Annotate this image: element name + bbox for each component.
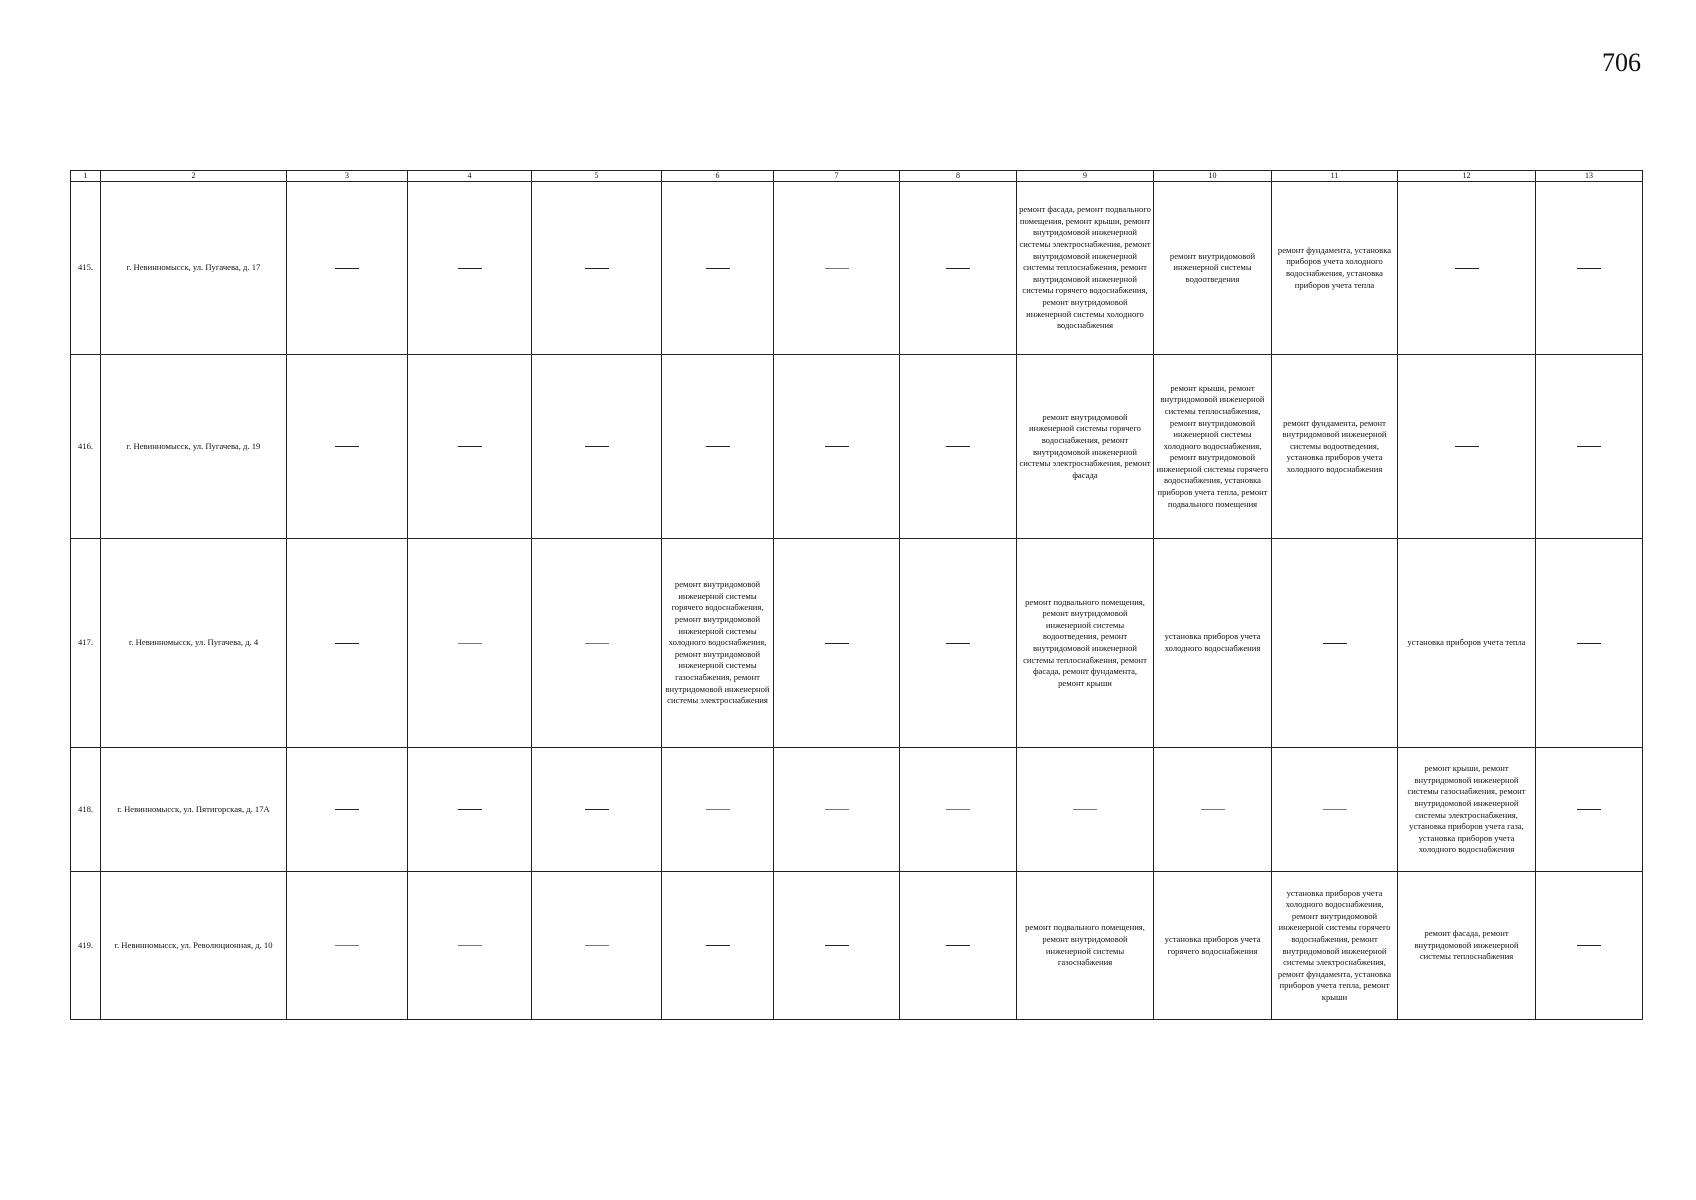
empty-dash xyxy=(458,446,482,447)
empty-dash xyxy=(1577,945,1601,946)
table-row xyxy=(71,355,1643,539)
empty-dash xyxy=(1201,809,1225,810)
cell-col-7 xyxy=(774,182,900,355)
cell-col-5 xyxy=(532,748,662,872)
cell-col-8 xyxy=(900,182,1017,355)
cell-col-4 xyxy=(408,182,532,355)
empty-dash xyxy=(706,809,730,810)
cell-col-4 xyxy=(408,872,532,1020)
empty-dash xyxy=(1577,643,1601,644)
empty-dash xyxy=(946,268,970,269)
row-number: 415. xyxy=(71,182,101,355)
column-header-12: 12 xyxy=(1398,171,1536,182)
work-list: ремонт внутридомовой инженерной системы горячего водоснабжения, ремонт внутридомовой инженерной системы электроснабжения, ремонт фасада xyxy=(1019,411,1151,480)
cell-col-9 xyxy=(1017,355,1154,539)
cell-col-12 xyxy=(1398,539,1536,748)
repair-schedule-table xyxy=(70,170,1643,1020)
empty-dash xyxy=(335,809,359,810)
table-row xyxy=(71,539,1643,748)
work-list: ремонт внутридомовой инженерной системы горячего водоснабжения, ремонт внутридомовой инженерной системы холодного водоснабжения, ремонт внутридомовой инженерной системы газоснабжения, ремонт внутридомовой инженерной системы электроснабжения xyxy=(665,579,770,706)
row-address: г. Невинномысск, ул. Пугачева, д. 17 xyxy=(101,182,287,355)
cell-col-6 xyxy=(662,748,774,872)
empty-dash xyxy=(585,446,609,447)
empty-dash xyxy=(1323,809,1347,810)
cell-col-7 xyxy=(774,748,900,872)
column-header-2: 2 xyxy=(101,171,287,182)
empty-dash xyxy=(706,268,730,269)
column-header-9: 9 xyxy=(1017,171,1154,182)
column-header-5: 5 xyxy=(532,171,662,182)
cell-col-12 xyxy=(1398,872,1536,1020)
empty-dash xyxy=(825,809,849,810)
empty-dash xyxy=(946,446,970,447)
empty-dash xyxy=(458,809,482,810)
row-number: 419. xyxy=(71,872,101,1020)
empty-dash xyxy=(946,643,970,644)
empty-dash xyxy=(1455,268,1479,269)
empty-dash xyxy=(825,945,849,946)
cell-col-13 xyxy=(1536,182,1643,355)
cell-col-12 xyxy=(1398,182,1536,355)
cell-col-10 xyxy=(1154,872,1272,1020)
work-list: установка приборов учета горячего водоснабжения xyxy=(1164,933,1261,956)
empty-dash xyxy=(458,643,482,644)
cell-col-3 xyxy=(287,748,408,872)
cell-col-7 xyxy=(774,872,900,1020)
cell-col-4 xyxy=(408,748,532,872)
empty-dash xyxy=(1577,809,1601,810)
column-header-6: 6 xyxy=(662,171,774,182)
table-row xyxy=(71,182,1643,355)
cell-col-5 xyxy=(532,872,662,1020)
empty-dash xyxy=(1455,446,1479,447)
empty-dash xyxy=(335,643,359,644)
column-header-8: 8 xyxy=(900,171,1017,182)
cell-col-3 xyxy=(287,872,408,1020)
work-list: ремонт фасада, ремонт внутридомовой инженерной системы теплоснабжения xyxy=(1414,928,1519,962)
work-list: установка приборов учета холодного водоснабжения, ремонт внутридомовой инженерной системы горячего водоснабжения, ремонт внутридомовой инженерной системы электроснабжения, ремонт фундамента, установка приборов учета тепла, ремонт крыши xyxy=(1277,887,1392,1002)
empty-dash xyxy=(458,945,482,946)
cell-col-10 xyxy=(1154,182,1272,355)
cell-col-4 xyxy=(408,539,532,748)
column-header-13: 13 xyxy=(1536,171,1643,182)
cell-col-9 xyxy=(1017,539,1154,748)
cell-col-11 xyxy=(1272,182,1398,355)
work-list: установка приборов учета холодного водоснабжения xyxy=(1164,631,1261,653)
cell-col-8 xyxy=(900,748,1017,872)
empty-dash xyxy=(585,268,609,269)
empty-dash xyxy=(946,945,970,946)
cell-col-11 xyxy=(1272,355,1398,539)
table-row xyxy=(71,872,1643,1020)
cell-col-3 xyxy=(287,182,408,355)
cell-col-6 xyxy=(662,539,774,748)
empty-dash xyxy=(585,809,609,810)
cell-col-13 xyxy=(1536,872,1643,1020)
row-address: г. Невинномысск, ул. Пугачева, д. 4 xyxy=(101,539,287,748)
cell-col-13 xyxy=(1536,539,1643,748)
column-header-7: 7 xyxy=(774,171,900,182)
work-list: ремонт подвального помещения, ремонт внутридомовой инженерной системы газоснабжения xyxy=(1025,922,1145,968)
column-header-1: 1 xyxy=(71,171,101,182)
table-row xyxy=(71,748,1643,872)
cell-col-5 xyxy=(532,182,662,355)
cell-col-5 xyxy=(532,355,662,539)
cell-col-4 xyxy=(408,355,532,539)
row-number: 416. xyxy=(71,355,101,539)
empty-dash xyxy=(825,268,849,269)
empty-dash xyxy=(585,945,609,946)
work-list: ремонт крыши, ремонт внутридомовой инженерной системы теплоснабжения, ремонт внутридомовой инженерной системы холодного водоснабжения, ремонт внутридомовой инженерной системы горячего водоснабжения, установка приборов учета тепла, ремонт подвального помещения xyxy=(1156,382,1269,509)
work-list: ремонт внутридомовой инженерной системы водоотведения xyxy=(1169,250,1256,284)
cell-col-8 xyxy=(900,539,1017,748)
cell-col-13 xyxy=(1536,748,1643,872)
cell-col-13 xyxy=(1536,355,1643,539)
column-header-4: 4 xyxy=(408,171,532,182)
cell-col-7 xyxy=(774,355,900,539)
row-address: г. Невинномысск, ул. Пятигорская, д. 17А xyxy=(101,748,287,872)
row-number: 417. xyxy=(71,539,101,748)
cell-col-10 xyxy=(1154,539,1272,748)
cell-col-6 xyxy=(662,355,774,539)
cell-col-6 xyxy=(662,182,774,355)
row-number: 418. xyxy=(71,748,101,872)
column-header-11: 11 xyxy=(1272,171,1398,182)
cell-col-12 xyxy=(1398,355,1536,539)
work-list: ремонт крыши, ремонт внутридомовой инженерной системы газоснабжения, ремонт внутридомовой инженерной системы электроснабжения, установка приборов учета газа, установка приборов учета холодного водоснабжения xyxy=(1407,763,1526,855)
column-header-3: 3 xyxy=(287,171,408,182)
work-list: ремонт фундамента, установка приборов учета холодного водоснабжения, установка приборов учета тепла xyxy=(1277,244,1392,290)
cell-col-6 xyxy=(662,872,774,1020)
empty-dash xyxy=(585,643,609,644)
cell-col-11 xyxy=(1272,539,1398,748)
cell-col-11 xyxy=(1272,872,1398,1020)
empty-dash xyxy=(458,268,482,269)
cell-col-10 xyxy=(1154,355,1272,539)
work-list: ремонт фасада, ремонт подвального помещения, ремонт крыши, ремонт внутридомовой инженерной системы электроснабжения, ремонт внутридомовой инженерной системы теплоснабжения, ремонт внутридомовой инженерной системы горячего водоснабжения, ремонт внутридомовой инженерной системы холодного водоснабжения xyxy=(1019,204,1151,331)
cell-col-10 xyxy=(1154,748,1272,872)
work-list: ремонт фундамента, ремонт внутридомовой инженерной системы водоотведения, установка приборов учета холодного водоснабжения xyxy=(1282,417,1387,474)
empty-dash xyxy=(1073,809,1097,810)
empty-dash xyxy=(706,446,730,447)
empty-dash xyxy=(335,446,359,447)
cell-col-9 xyxy=(1017,748,1154,872)
cell-col-5 xyxy=(532,539,662,748)
cell-col-12 xyxy=(1398,748,1536,872)
work-list: ремонт подвального помещения, ремонт внутридомовой инженерной системы водоотведения, ремонт внутридомовой инженерной системы теплоснабжения, ремонт фасада, ремонт фундамента, ремонт крыши xyxy=(1023,596,1147,688)
cell-col-3 xyxy=(287,355,408,539)
cell-col-7 xyxy=(774,539,900,748)
cell-col-9 xyxy=(1017,872,1154,1020)
work-list: установка приборов учета тепла xyxy=(1407,637,1526,648)
cell-col-8 xyxy=(900,872,1017,1020)
empty-dash xyxy=(706,945,730,946)
row-address: г. Невинномысск, ул. Революционная, д. 10 xyxy=(101,872,287,1020)
empty-dash xyxy=(335,268,359,269)
cell-col-11 xyxy=(1272,748,1398,872)
page-number: 706 xyxy=(1602,48,1641,77)
empty-dash xyxy=(825,643,849,644)
empty-dash xyxy=(825,446,849,447)
header-row xyxy=(71,171,1643,182)
cell-col-9 xyxy=(1017,182,1154,355)
empty-dash xyxy=(1577,446,1601,447)
column-header-10: 10 xyxy=(1154,171,1272,182)
cell-col-3 xyxy=(287,539,408,748)
row-address: г. Невинномысск, ул. Пугачева, д. 19 xyxy=(101,355,287,539)
empty-dash xyxy=(1577,268,1601,269)
empty-dash xyxy=(946,809,970,810)
empty-dash xyxy=(1323,643,1347,644)
empty-dash xyxy=(335,945,359,946)
cell-col-8 xyxy=(900,355,1017,539)
